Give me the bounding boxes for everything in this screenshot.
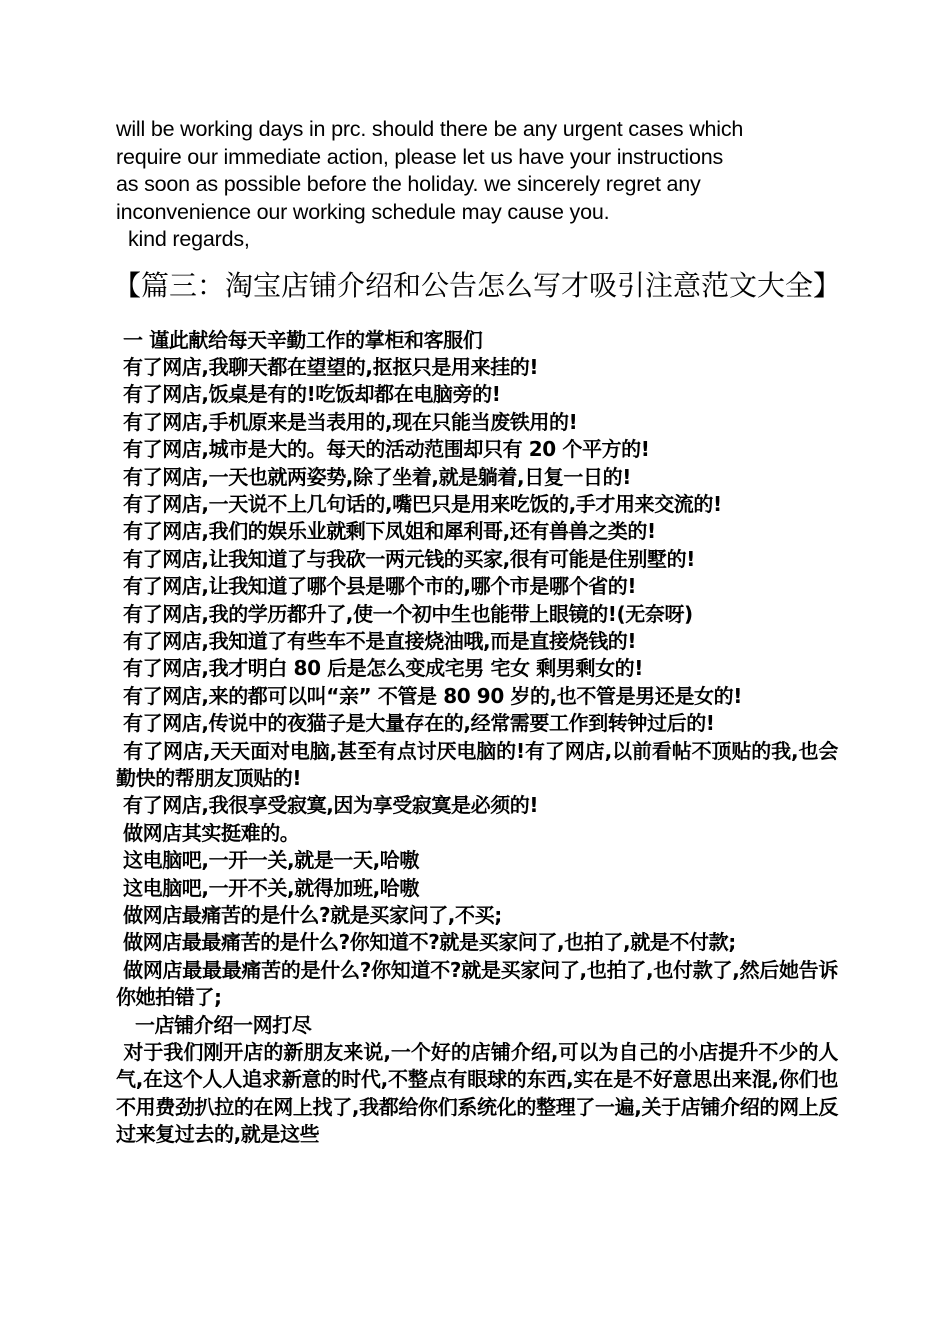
- paragraph: 有了网店,来的都可以叫“亲” 不管是 80 90 岁的,也不管是男还是女的!: [123, 683, 742, 708]
- subheading: 一店铺介绍一网打尽: [135, 1012, 312, 1037]
- page-content: [112, 116, 841, 1149]
- paragraph: 有了网店,天天面对电脑,甚至有点讨厌电脑的!有了网店,以前看帖不顶贴的我,也会勤快的帮朋友顶贴的!: [116, 738, 838, 790]
- closing-line: kind regards,: [128, 227, 250, 251]
- english-line: require our immediate action, please let us have your instructions: [116, 144, 724, 169]
- paragraph: 有了网店,一天也就两姿势,除了坐着,就是躺着,日复一日的!: [123, 464, 631, 489]
- paragraph: 有了网店,城市是大的。每天的活动范围却只有 20 个平方的!: [123, 437, 650, 462]
- paragraph: 有了网店,我的学历都升了,使一个初中生也能带上眼镜的!(无奈呀): [123, 601, 693, 626]
- paragraph: 做网店其实挺难的。: [123, 820, 300, 845]
- english-line: will be working days in prc. should there be any urgent cases which: [116, 117, 744, 141]
- paragraph: 有了网店,饭桌是有的!吃饭却都在电脑旁的!: [123, 382, 501, 407]
- paragraph: 有了网店,我知道了有些车不是直接烧油哦,而是直接烧钱的!: [123, 628, 637, 653]
- paragraph: 做网店最最最痛苦的是什么?你知道不?就是买家问了,也拍了,也付款了,然后她告诉你她拍错了;: [116, 957, 838, 1010]
- paragraph: 有了网店,让我知道了哪个县是哪个市的,哪个市是哪个省的!: [123, 574, 637, 599]
- paragraph: 这电脑吧,一开一关,就是一天,哈嗷: [123, 848, 419, 873]
- paragraph: 有了网店,我聊天都在望望的,抠抠只是用来挂的!: [123, 354, 539, 379]
- paragraph: 这电脑吧,一开不关,就得加班,哈嗷: [123, 875, 419, 900]
- paragraph: 有了网店,一天说不上几句话的,嘴巴只是用来吃饭的,手才用来交流的!: [123, 491, 722, 516]
- article-body: [116, 327, 838, 1149]
- paragraph: 有了网店,我很享受寂寞,因为享受寂寞是必须的!: [123, 793, 539, 818]
- section-title: 【篇三：淘宝店铺介绍和公告怎么写才吸引注意范文大全】: [112, 268, 841, 302]
- paragraph: 有了网店,我们的娱乐业就剩下凤姐和犀利哥,还有兽兽之类的!: [123, 519, 656, 544]
- paragraph: 一 谨此献给每天辛勤工作的掌柜和客服们: [123, 327, 483, 352]
- english-line: as soon as possible before the holiday. we sincerely regret any: [116, 172, 701, 196]
- final-paragraph: 对于我们刚开店的新朋友来说,一个好的店铺介绍,可以为自己的小店提升不少的人气,在这个人人追求新意的时代,不整点有眼球的东西,实在是不好意思出来混,你们也不用费劲扒拉的在网上找了,我都给你们系统化的整理了一遍,关于店铺介绍的网上反过来复过去的,就是这些: [116, 1040, 838, 1147]
- paragraph: 做网店最痛苦的是什么?就是买家问了,不买;: [123, 903, 502, 928]
- english-line: inconvenience our working schedule may cause you.: [116, 199, 610, 224]
- paragraph: 有了网店,手机原来是当表用的,现在只能当废铁用的!: [123, 409, 578, 434]
- paragraph: 有了网店,让我知道了与我砍一两元钱的买家,很有可能是住别墅的!: [123, 546, 695, 571]
- paragraph: 有了网店,传说中的夜猫子是大量存在的,经常需要工作到转钟过后的!: [123, 711, 715, 736]
- paragraph: 做网店最最痛苦的是什么?你知道不?就是买家问了,也拍了,就是不付款;: [123, 930, 736, 955]
- paragraph: 有了网店,我才明白 80 后是怎么变成宅男 宅女 剩男剩女的!: [123, 656, 644, 681]
